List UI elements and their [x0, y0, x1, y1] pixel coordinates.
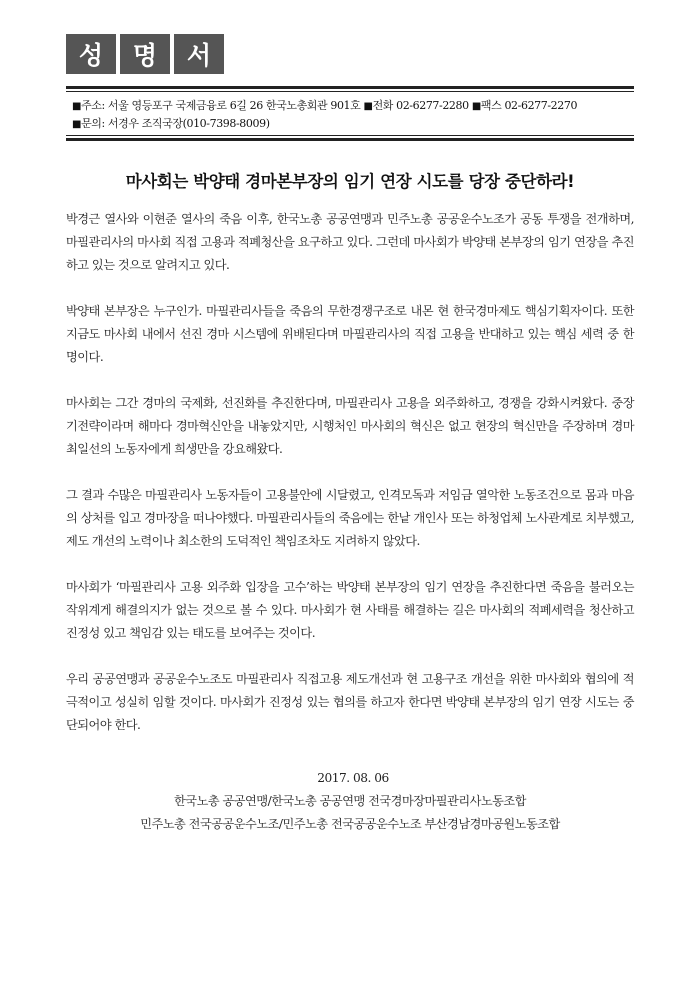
statement-body	[66, 208, 634, 760]
body-paragraph: 박경근 열사와 이현준 열사의 죽음 이후, 한국노총 공공연맹과 민주노총 공공운수노조가 공동 투쟁을 전개하며, 마필관리사의 마사회 직접 고용과 적폐청산을 요구하고 있다. 그런데 마사회가 박양태 본부장의 임기 연장을 추진하고 있는 것으로 알려지고 있다.	[66, 212, 634, 272]
body-paragraph: 마사회는 그간 경마의 국제화, 선진화를 추진한다며, 마필관리사 고용을 외주화하고, 경쟁을 강화시켜왔다. 중장기전략이라며 해마다 경마혁신안을 내놓았지만, 시행처인 마사회의 혁신은 없고 현장의 혁신만을 주장하며 경마 최일선의 노동자에게 희생만을 강요해왔다.	[66, 396, 634, 456]
document-title	[66, 34, 224, 74]
contact-phone: 전화 02-6277-2280	[372, 99, 469, 112]
header-rule-top	[66, 86, 634, 89]
body-paragraph: 박양태 본부장은 누구인가. 마필관리사들을 죽음의 무한경쟁구조로 내몬 현 한국경마제도 핵심기획자이다. 또한 지금도 마사회 내에서 선진 경마 시스템에 위배된다며 마필관리사의 직접 고용을 반대하고 있는 핵심 세력 중 한 명이다.	[66, 304, 634, 364]
body-paragraph: 그 결과 수많은 마필관리사 노동자들이 고용불안에 시달렸고, 인격모독과 저임금 열악한 노동조건으로 몸과 마음의 상처를 입고 경마장을 떠나야했다. 마필관리사들의 죽음에는 한낱 개인사 또는 하청업체 노사관계로 치부했고, 제도 개선의 노력이나 최소한의 도덕적인 책임조차도 지려하지 않았다.	[66, 488, 634, 548]
body-paragraph: 우리 공공연맹과 공공운수노조도 마필관리사 직접고용 제도개선과 현 고용구조 개선을 위한 마사회와 협의에 적극적이고 성실히 임할 것이다. 마사회가 진정성 있는 협의를 하고자 한다면 박양태 본부장의 임기 연장 시도는 중단되어야 한다.	[66, 672, 634, 732]
signatory-line-1: 한국노총 공공연맹/한국노총 공공연맹 전국경마장마필관리사노동조합	[174, 794, 526, 808]
body-paragraph: 마사회가 ‘마필관리사 고용 외주화 입장을 고수’하는 박양태 본부장의 임기 연장을 추진한다면 죽음을 불러오는 작위계게 해결의지가 없는 것으로 볼 수 있다. 마사회가 현 사태를 해결하는 길은 마사회의 적폐세력을 청산하고 진정성 있고 책임감 있는 태도를 보여주는 것이다.	[66, 580, 634, 640]
statement-headline: 마사회는 박양태 경마본부장의 임기 연장 시도를 당장 중단하라!	[125, 172, 575, 191]
signatory-line-2: 민주노총 전국공공운수노조/민주노총 전국공공운수노조 부산경남경마공원노동조합	[140, 817, 560, 831]
square-bullet-icon: ■	[72, 119, 82, 130]
contact-fax: 팩스 02-6277-2270	[480, 99, 578, 112]
title-char-box: 명	[120, 34, 170, 74]
title-char-box: 서	[174, 34, 224, 74]
header-rule-top-thin	[66, 91, 634, 92]
contact-line-2	[72, 115, 632, 133]
square-bullet-icon: ■	[363, 101, 373, 112]
header-rule-bottom	[66, 138, 634, 141]
contact-inquiry: 문의: 서경우 조직국장(010-7398-8009)	[81, 117, 270, 130]
statement-date: 2017. 08. 06	[317, 771, 389, 785]
title-char-box: 성	[66, 34, 116, 74]
contact-address: 주소: 서울 영등포구 국제금융로 6길 26 한국노총회관 901호	[81, 99, 361, 112]
contact-line-1	[72, 97, 632, 115]
square-bullet-icon: ■	[72, 101, 82, 112]
header-rule-bottom-thin	[66, 135, 634, 136]
signature-block	[66, 767, 634, 836]
contact-info	[72, 97, 632, 133]
square-bullet-icon: ■	[471, 101, 481, 112]
